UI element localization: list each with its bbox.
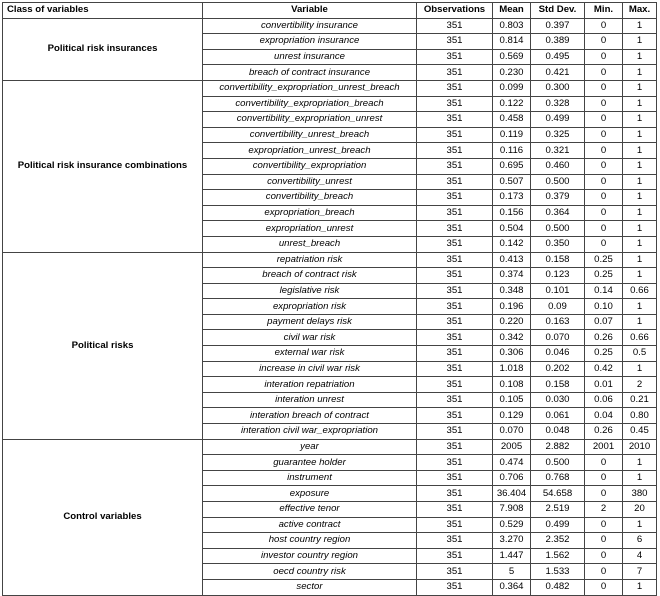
std-dev-cell: 0.158	[531, 252, 585, 268]
mean-cell: 0.230	[493, 65, 531, 81]
header-class-of-variables: Class of variables	[3, 3, 203, 19]
min-cell: 0	[585, 49, 623, 65]
std-dev-cell: 0.328	[531, 96, 585, 112]
min-cell: 0	[585, 486, 623, 502]
variable-cell: interation breach of contract	[203, 408, 417, 424]
min-cell: 0	[585, 548, 623, 564]
observations-cell: 351	[417, 174, 493, 190]
mean-cell: 0.122	[493, 96, 531, 112]
variable-class-label: Political risk insurances	[3, 18, 203, 80]
mean-cell: 0.569	[493, 49, 531, 65]
header-max: Max.	[623, 3, 657, 19]
table-header-row	[3, 3, 657, 19]
std-dev-cell: 0.499	[531, 517, 585, 533]
std-dev-cell: 0.460	[531, 158, 585, 174]
std-dev-cell: 0.048	[531, 424, 585, 440]
min-cell: 0	[585, 221, 623, 237]
min-cell: 0	[585, 455, 623, 471]
observations-cell: 351	[417, 486, 493, 502]
variable-cell: guarantee holder	[203, 455, 417, 471]
std-dev-cell: 0.202	[531, 361, 585, 377]
variable-cell: convertibility_expropriation	[203, 158, 417, 174]
std-dev-cell: 1.533	[531, 564, 585, 580]
mean-cell: 0.348	[493, 283, 531, 299]
variable-cell: interation civil war_expropriation	[203, 424, 417, 440]
max-cell: 1	[623, 236, 657, 252]
std-dev-cell: 0.500	[531, 174, 585, 190]
observations-cell: 351	[417, 143, 493, 159]
mean-cell: 0.142	[493, 236, 531, 252]
observations-cell: 351	[417, 65, 493, 81]
variable-cell: convertibility_unrest_breach	[203, 127, 417, 143]
min-cell: 0	[585, 80, 623, 96]
min-cell: 0.25	[585, 252, 623, 268]
observations-cell: 351	[417, 408, 493, 424]
std-dev-cell: 0.389	[531, 34, 585, 50]
max-cell: 20	[623, 502, 657, 518]
std-dev-cell: 2.519	[531, 502, 585, 518]
max-cell: 2	[623, 377, 657, 393]
variable-cell: instrument	[203, 470, 417, 486]
mean-cell: 0.507	[493, 174, 531, 190]
std-dev-cell: 0.350	[531, 236, 585, 252]
std-dev-cell: 0.101	[531, 283, 585, 299]
min-cell: 0.25	[585, 268, 623, 284]
observations-cell: 351	[417, 548, 493, 564]
std-dev-cell: 0.046	[531, 346, 585, 362]
min-cell: 0.06	[585, 392, 623, 408]
mean-cell: 7.908	[493, 502, 531, 518]
min-cell: 0	[585, 158, 623, 174]
min-cell: 0	[585, 18, 623, 34]
max-cell: 0.66	[623, 330, 657, 346]
variable-cell: effective tenor	[203, 502, 417, 518]
max-cell: 1	[623, 174, 657, 190]
variable-cell: host country region	[203, 533, 417, 549]
variable-cell: oecd country risk	[203, 564, 417, 580]
variable-class-label: Political risk insurance combinations	[3, 80, 203, 252]
variable-cell: external war risk	[203, 346, 417, 362]
variable-cell: unrest_breach	[203, 236, 417, 252]
variable-cell: year	[203, 439, 417, 455]
observations-cell: 351	[417, 299, 493, 315]
observations-cell: 351	[417, 252, 493, 268]
mean-cell: 0.119	[493, 127, 531, 143]
max-cell: 1	[623, 143, 657, 159]
min-cell: 0	[585, 205, 623, 221]
header-variable: Variable	[203, 3, 417, 19]
max-cell: 380	[623, 486, 657, 502]
std-dev-cell: 0.070	[531, 330, 585, 346]
variable-cell: convertibility_expropriation_unrest_breach	[203, 80, 417, 96]
min-cell: 0	[585, 470, 623, 486]
variable-cell: civil war risk	[203, 330, 417, 346]
max-cell: 7	[623, 564, 657, 580]
mean-cell: 0.803	[493, 18, 531, 34]
max-cell: 2010	[623, 439, 657, 455]
variable-cell: convertibility insurance	[203, 18, 417, 34]
observations-cell: 351	[417, 439, 493, 455]
mean-cell: 0.814	[493, 34, 531, 50]
std-dev-cell: 0.123	[531, 268, 585, 284]
max-cell: 1	[623, 517, 657, 533]
min-cell: 0	[585, 579, 623, 595]
std-dev-cell: 0.163	[531, 314, 585, 330]
max-cell: 1	[623, 299, 657, 315]
mean-cell: 0.129	[493, 408, 531, 424]
table-row	[3, 80, 657, 96]
max-cell: 1	[623, 34, 657, 50]
min-cell: 0.26	[585, 330, 623, 346]
observations-cell: 351	[417, 34, 493, 50]
max-cell: 1	[623, 361, 657, 377]
observations-cell: 351	[417, 49, 493, 65]
min-cell: 0	[585, 236, 623, 252]
min-cell: 0	[585, 34, 623, 50]
variable-class-label: Control variables	[3, 439, 203, 595]
header-std-dev: Std Dev.	[531, 3, 585, 19]
mean-cell: 0.458	[493, 112, 531, 128]
variable-cell: investor country region	[203, 548, 417, 564]
mean-cell: 0.105	[493, 392, 531, 408]
header-min: Min.	[585, 3, 623, 19]
std-dev-cell: 0.030	[531, 392, 585, 408]
std-dev-cell: 0.061	[531, 408, 585, 424]
max-cell: 0.5	[623, 346, 657, 362]
table-row	[3, 252, 657, 268]
observations-cell: 351	[417, 392, 493, 408]
observations-cell: 351	[417, 190, 493, 206]
max-cell: 0.45	[623, 424, 657, 440]
mean-cell: 0.413	[493, 252, 531, 268]
observations-cell: 351	[417, 502, 493, 518]
min-cell: 0	[585, 190, 623, 206]
variable-cell: breach of contract insurance	[203, 65, 417, 81]
observations-cell: 351	[417, 80, 493, 96]
std-dev-cell: 0.482	[531, 579, 585, 595]
min-cell: 0	[585, 517, 623, 533]
std-dev-cell: 0.421	[531, 65, 585, 81]
observations-cell: 351	[417, 455, 493, 471]
observations-cell: 351	[417, 470, 493, 486]
observations-cell: 351	[417, 96, 493, 112]
variable-cell: breach of contract risk	[203, 268, 417, 284]
variable-cell: convertibility_expropriation_unrest	[203, 112, 417, 128]
mean-cell: 1.018	[493, 361, 531, 377]
max-cell: 1	[623, 65, 657, 81]
mean-cell: 0.116	[493, 143, 531, 159]
max-cell: 1	[623, 579, 657, 595]
mean-cell: 0.156	[493, 205, 531, 221]
observations-cell: 351	[417, 314, 493, 330]
mean-cell: 1.447	[493, 548, 531, 564]
variable-cell: convertibility_breach	[203, 190, 417, 206]
min-cell: 0.42	[585, 361, 623, 377]
max-cell: 1	[623, 112, 657, 128]
variable-cell: legislative risk	[203, 283, 417, 299]
min-cell: 2001	[585, 439, 623, 455]
table-row	[3, 439, 657, 455]
std-dev-cell: 0.158	[531, 377, 585, 393]
std-dev-cell: 0.321	[531, 143, 585, 159]
min-cell: 0	[585, 112, 623, 128]
std-dev-cell: 0.768	[531, 470, 585, 486]
variable-cell: increase in civil war risk	[203, 361, 417, 377]
observations-cell: 351	[417, 330, 493, 346]
max-cell: 1	[623, 158, 657, 174]
observations-cell: 351	[417, 579, 493, 595]
mean-cell: 0.306	[493, 346, 531, 362]
header-mean: Mean	[493, 3, 531, 19]
max-cell: 6	[623, 533, 657, 549]
max-cell: 0.66	[623, 283, 657, 299]
std-dev-cell: 0.364	[531, 205, 585, 221]
variable-cell: interation unrest	[203, 392, 417, 408]
observations-cell: 351	[417, 424, 493, 440]
max-cell: 1	[623, 314, 657, 330]
observations-cell: 351	[417, 127, 493, 143]
std-dev-cell: 0.500	[531, 455, 585, 471]
variable-class-label: Political risks	[3, 252, 203, 439]
min-cell: 0	[585, 533, 623, 549]
mean-cell: 0.108	[493, 377, 531, 393]
mean-cell: 3.270	[493, 533, 531, 549]
observations-cell: 351	[417, 564, 493, 580]
observations-cell: 351	[417, 221, 493, 237]
mean-cell: 0.364	[493, 579, 531, 595]
observations-cell: 351	[417, 236, 493, 252]
max-cell: 1	[623, 470, 657, 486]
max-cell: 1	[623, 268, 657, 284]
variable-cell: sector	[203, 579, 417, 595]
observations-cell: 351	[417, 158, 493, 174]
std-dev-cell: 0.397	[531, 18, 585, 34]
variable-cell: expropriation_unrest_breach	[203, 143, 417, 159]
table-row	[3, 18, 657, 34]
mean-cell: 0.099	[493, 80, 531, 96]
max-cell: 1	[623, 221, 657, 237]
max-cell: 0.21	[623, 392, 657, 408]
mean-cell: 5	[493, 564, 531, 580]
max-cell: 1	[623, 455, 657, 471]
max-cell: 1	[623, 96, 657, 112]
min-cell: 2	[585, 502, 623, 518]
variable-cell: interation repatriation	[203, 377, 417, 393]
min-cell: 0	[585, 65, 623, 81]
mean-cell: 0.173	[493, 190, 531, 206]
mean-cell: 0.374	[493, 268, 531, 284]
variable-cell: exposure	[203, 486, 417, 502]
observations-cell: 351	[417, 377, 493, 393]
std-dev-cell: 1.562	[531, 548, 585, 564]
mean-cell: 0.070	[493, 424, 531, 440]
observations-cell: 351	[417, 346, 493, 362]
max-cell: 1	[623, 80, 657, 96]
observations-cell: 351	[417, 112, 493, 128]
max-cell: 1	[623, 205, 657, 221]
max-cell: 4	[623, 548, 657, 564]
variable-cell: repatriation risk	[203, 252, 417, 268]
observations-cell: 351	[417, 533, 493, 549]
std-dev-cell: 2.352	[531, 533, 585, 549]
observations-cell: 351	[417, 268, 493, 284]
std-dev-cell: 0.09	[531, 299, 585, 315]
observations-cell: 351	[417, 517, 493, 533]
variable-cell: expropriation insurance	[203, 34, 417, 50]
min-cell: 0.01	[585, 377, 623, 393]
variable-cell: convertibility_expropriation_breach	[203, 96, 417, 112]
std-dev-cell: 0.300	[531, 80, 585, 96]
max-cell: 1	[623, 18, 657, 34]
variable-cell: expropriation_breach	[203, 205, 417, 221]
max-cell: 1	[623, 252, 657, 268]
std-dev-cell: 0.325	[531, 127, 585, 143]
table-body	[3, 18, 657, 595]
header-observations: Observations	[417, 3, 493, 19]
observations-cell: 351	[417, 205, 493, 221]
observations-cell: 351	[417, 18, 493, 34]
std-dev-cell: 2.882	[531, 439, 585, 455]
descriptive-statistics-table	[2, 2, 657, 596]
min-cell: 0.07	[585, 314, 623, 330]
std-dev-cell: 0.500	[531, 221, 585, 237]
observations-cell: 351	[417, 361, 493, 377]
variable-cell: expropriation risk	[203, 299, 417, 315]
min-cell: 0.14	[585, 283, 623, 299]
observations-cell: 351	[417, 283, 493, 299]
max-cell: 1	[623, 127, 657, 143]
mean-cell: 0.474	[493, 455, 531, 471]
mean-cell: 0.529	[493, 517, 531, 533]
mean-cell: 0.220	[493, 314, 531, 330]
mean-cell: 0.695	[493, 158, 531, 174]
variable-cell: unrest insurance	[203, 49, 417, 65]
variable-cell: convertibility_unrest	[203, 174, 417, 190]
min-cell: 0.25	[585, 346, 623, 362]
variable-cell: active contract	[203, 517, 417, 533]
mean-cell: 0.504	[493, 221, 531, 237]
min-cell: 0.04	[585, 408, 623, 424]
mean-cell: 2005	[493, 439, 531, 455]
variable-cell: payment delays risk	[203, 314, 417, 330]
std-dev-cell: 0.495	[531, 49, 585, 65]
max-cell: 0.80	[623, 408, 657, 424]
mean-cell: 0.196	[493, 299, 531, 315]
variable-cell: expropriation_unrest	[203, 221, 417, 237]
min-cell: 0.10	[585, 299, 623, 315]
min-cell: 0	[585, 564, 623, 580]
max-cell: 1	[623, 190, 657, 206]
max-cell: 1	[623, 49, 657, 65]
mean-cell: 0.706	[493, 470, 531, 486]
std-dev-cell: 0.379	[531, 190, 585, 206]
min-cell: 0.26	[585, 424, 623, 440]
min-cell: 0	[585, 143, 623, 159]
std-dev-cell: 54.658	[531, 486, 585, 502]
mean-cell: 0.342	[493, 330, 531, 346]
mean-cell: 36.404	[493, 486, 531, 502]
min-cell: 0	[585, 127, 623, 143]
min-cell: 0	[585, 96, 623, 112]
min-cell: 0	[585, 174, 623, 190]
std-dev-cell: 0.499	[531, 112, 585, 128]
